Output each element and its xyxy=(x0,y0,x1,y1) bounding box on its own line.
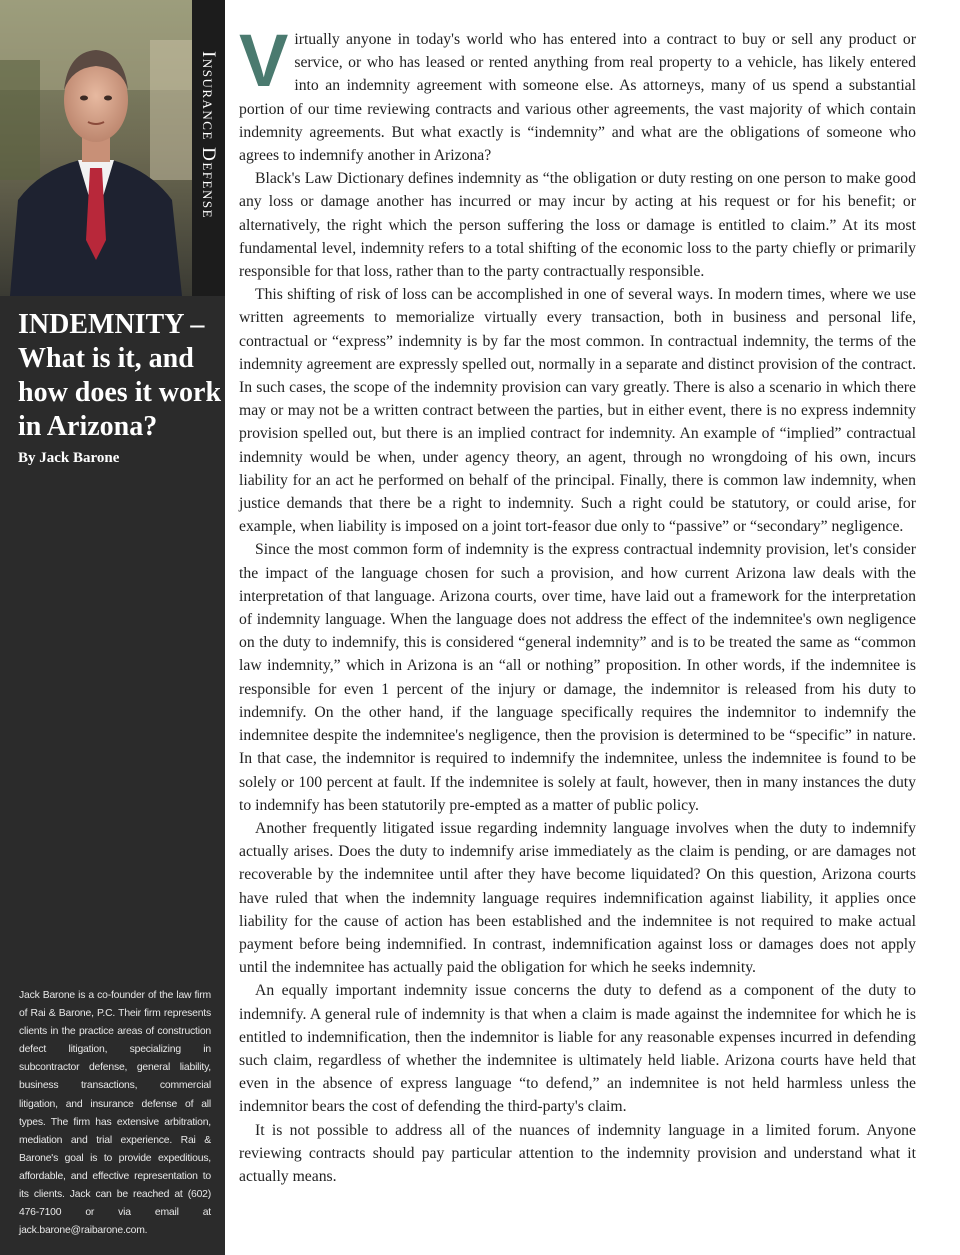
article-paragraph xyxy=(239,19,916,167)
author-bio: Jack Barone is a co-founder of the law firm of Rai & Barone, P.C. Their firm represents clients in the practice areas of construction defect litigation, specializing in subcontractor defense, general liability, business transactions, commercial litigation, and insurance defense of all types. The firm has extensive arbitration, mediation and trial experience. Rai & Barone's goal is to provide expeditious, affordable, and effective representation to its clients. Jack can be reached at (602) 476-7100 or via email at jack.barone@raibarone.com. xyxy=(19,990,211,1237)
drop-cap: V xyxy=(239,19,289,102)
paragraph-text: irtually anyone in today's world who has entered into a contract to buy or sell any product or service, or who has leased or rented anything from real property to a vehicle, has likely entered into an indemnity agreement with someone else. As attorneys, many of us spend a substantial portion of our time reviewing contracts and various other agreements, the vast majority of which contain indemnity agreements. But what exactly is “indemnity” and what are the obligations of someone who agrees to indemnify another in Arizona? xyxy=(239,31,916,165)
sidebar xyxy=(0,0,225,1255)
author-photo xyxy=(0,0,192,296)
article-paragraph: An equally important indemnity issue concerns the duty to defend as a component of the duty to indemnify. A general rule of indemnity is that when a claim is made against the indemnitee for which he is entitled to indemnification, then the indemnitor is liable for any reasonable expenses incurred in defending such claim, regardless of whether the indemnitee is ultimately held liable. Arizona courts have held that even in the absence of express language “to defend,” an indemnitee is not held harmless unless the indemnitor bears the cost of defending the third-party's claim. xyxy=(239,982,916,1116)
author-portrait-image xyxy=(0,0,192,296)
article-body xyxy=(239,19,916,1188)
byline: By Jack Barone xyxy=(18,450,120,466)
article-paragraph: This shifting of risk of loss can be accomplished in one of several ways. In modern times, where we use written agreements to memorialize virtually every transaction, both in business and personal life, contractual or “express” indemnity is by far the most common. In contractual indemnity, the terms of the indemnity agreement are expressly spelled out, normally in a separate and distinct provision of the contract. In such cases, the scope of the indemnity provision can vary greatly. There is also a scenario in which there may or may not be a written contract between the parties, but in either event, there is no express indemnity provision spelled out, but there is an implied contract for indemnity. An example of “implied” contractual indemnity would be when, under agency theory, an agent, through no wrongdoing of his own, incurs liability for an act he performed on behalf of the principal. Finally, there is common law indemnity, when justice demands that there be a right to indemnity. Such a right could be statutory, or could arise, for example, when liability is imposed on a joint tort-feasor due only to “passive” or “secondary” negligence. xyxy=(239,286,916,536)
article-paragraph: Black's Law Dictionary defines indemnity as “the obligation or duty resting on one person to make good any loss or damage another has incurred or may incur by acting at his request or for his benefit; or alternatively, the right which the person suffering the loss or damage is entitled to claim.” At its most fundamental level, indemnity refers to a total shifting of the economic loss to the party chiefly or primarily responsible for that loss, rather than to the party contractually responsible. xyxy=(239,170,916,281)
article-paragraph: Another frequently litigated issue regarding indemnity language involves when the duty to indemnify actually arises. Does the duty to indemnify arise immediately as the claim is pending, or are damages not recoverable by the indemnitee until after they have become liquidated? On this question, Arizona courts have ruled that when the indemnity language requires indemnification against liability, it applies once liability for the cause of action has been established and the indemnitee is not required to make actual payment before being indemnified. In contrast, indemnification against loss or damages does not apply until the indemnitee has actually paid the obligation for which he seeks indemnity. xyxy=(239,819,916,977)
article-paragraph: Since the most common form of indemnity is the express contractual indemnity provision, let's consider the impact of the language chosen for such a provision, and how current Arizona law deals with the interpretation of that language. Arizona courts, over time, have laid out a framework for the interpretation of indemnity language. When the language does not address the effect of the indemnitee's own negligence on the duty to indemnify, this is considered “general indemnity” and is to be treated the same as “common law indemnity,” which in Arizona is an “all or nothing” proposition. In other words, if the indemnitee is responsible for even 1 percent of the injury or damage, the indemnitor is released from his duty to indemnify. On the other hand, if the language specifically requires the indemnitor to indemnify the indemnitee despite the indemnitee's negligence, then the provision is determined to be “specific” in nature. In that case, the indemnitor is required to indemnify the indemnitee, unless the indemnitee is found to be solely or 100 percent at fault. If the indemnitee is solely at fault, however, then in many instances the duty to indemnify has been statutorily pre-empted as a matter of public policy. xyxy=(239,541,916,814)
article-paragraph: It is not possible to address all of the nuances of indemnity language in a limited forum. Anyone reviewing contracts should pay particular attention to the indemnity provision and understand what it actually means. xyxy=(239,1121,916,1185)
article-headline: INDEMNITY – What is it, and how does it work in Arizona? xyxy=(18,309,222,442)
section-label: Insurance Defense xyxy=(198,50,219,220)
